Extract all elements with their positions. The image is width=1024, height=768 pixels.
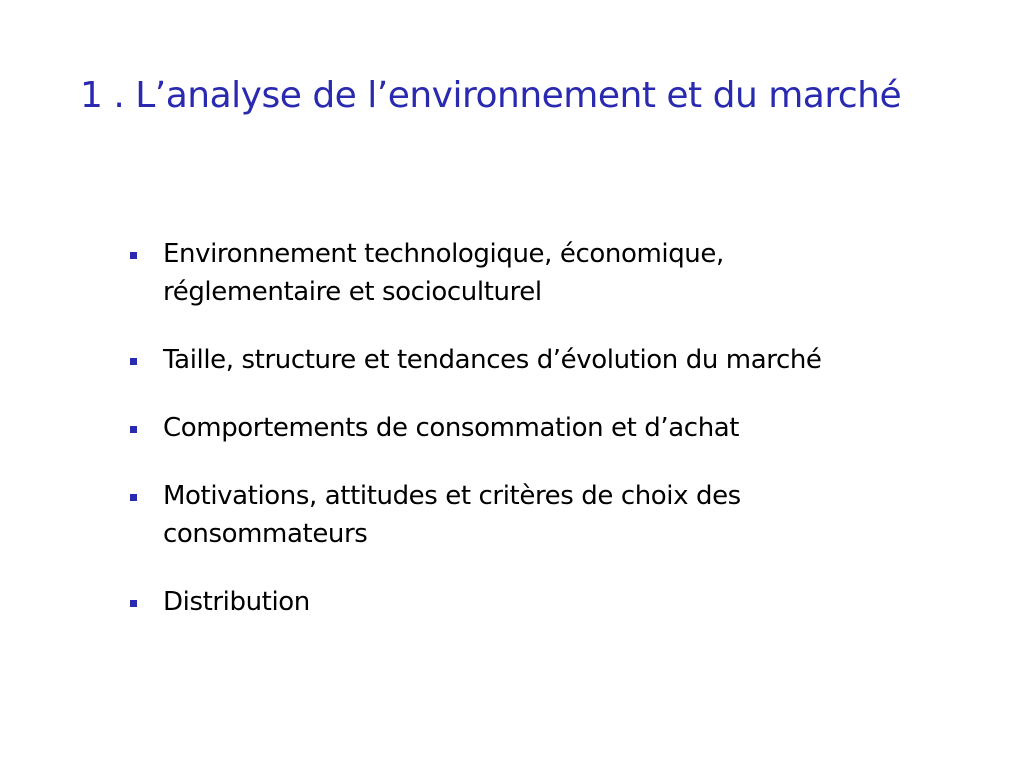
bullet-list xyxy=(130,235,890,651)
square-bullet-icon xyxy=(130,252,137,259)
bullet-item xyxy=(130,341,890,379)
square-bullet-icon xyxy=(130,600,137,607)
bullet-text: Distribution xyxy=(163,587,310,617)
square-bullet-icon xyxy=(130,358,137,365)
bullet-text: Environnement technologique, économique, réglementaire et socioculturel xyxy=(163,239,724,307)
bullet-item xyxy=(130,409,890,447)
square-bullet-icon xyxy=(130,426,137,433)
bullet-text: Motivations, attitudes et critères de choix des consommateurs xyxy=(163,481,741,549)
slide-title: 1 . L’analyse de l’environnement et du marché xyxy=(80,75,902,116)
bullet-text: Comportements de consommation et d’achat xyxy=(163,413,740,443)
bullet-item xyxy=(130,477,890,553)
bullet-item xyxy=(130,235,890,311)
bullet-item xyxy=(130,583,890,621)
square-bullet-icon xyxy=(130,494,137,501)
bullet-text: Taille, structure et tendances d’évolution du marché xyxy=(163,345,822,375)
